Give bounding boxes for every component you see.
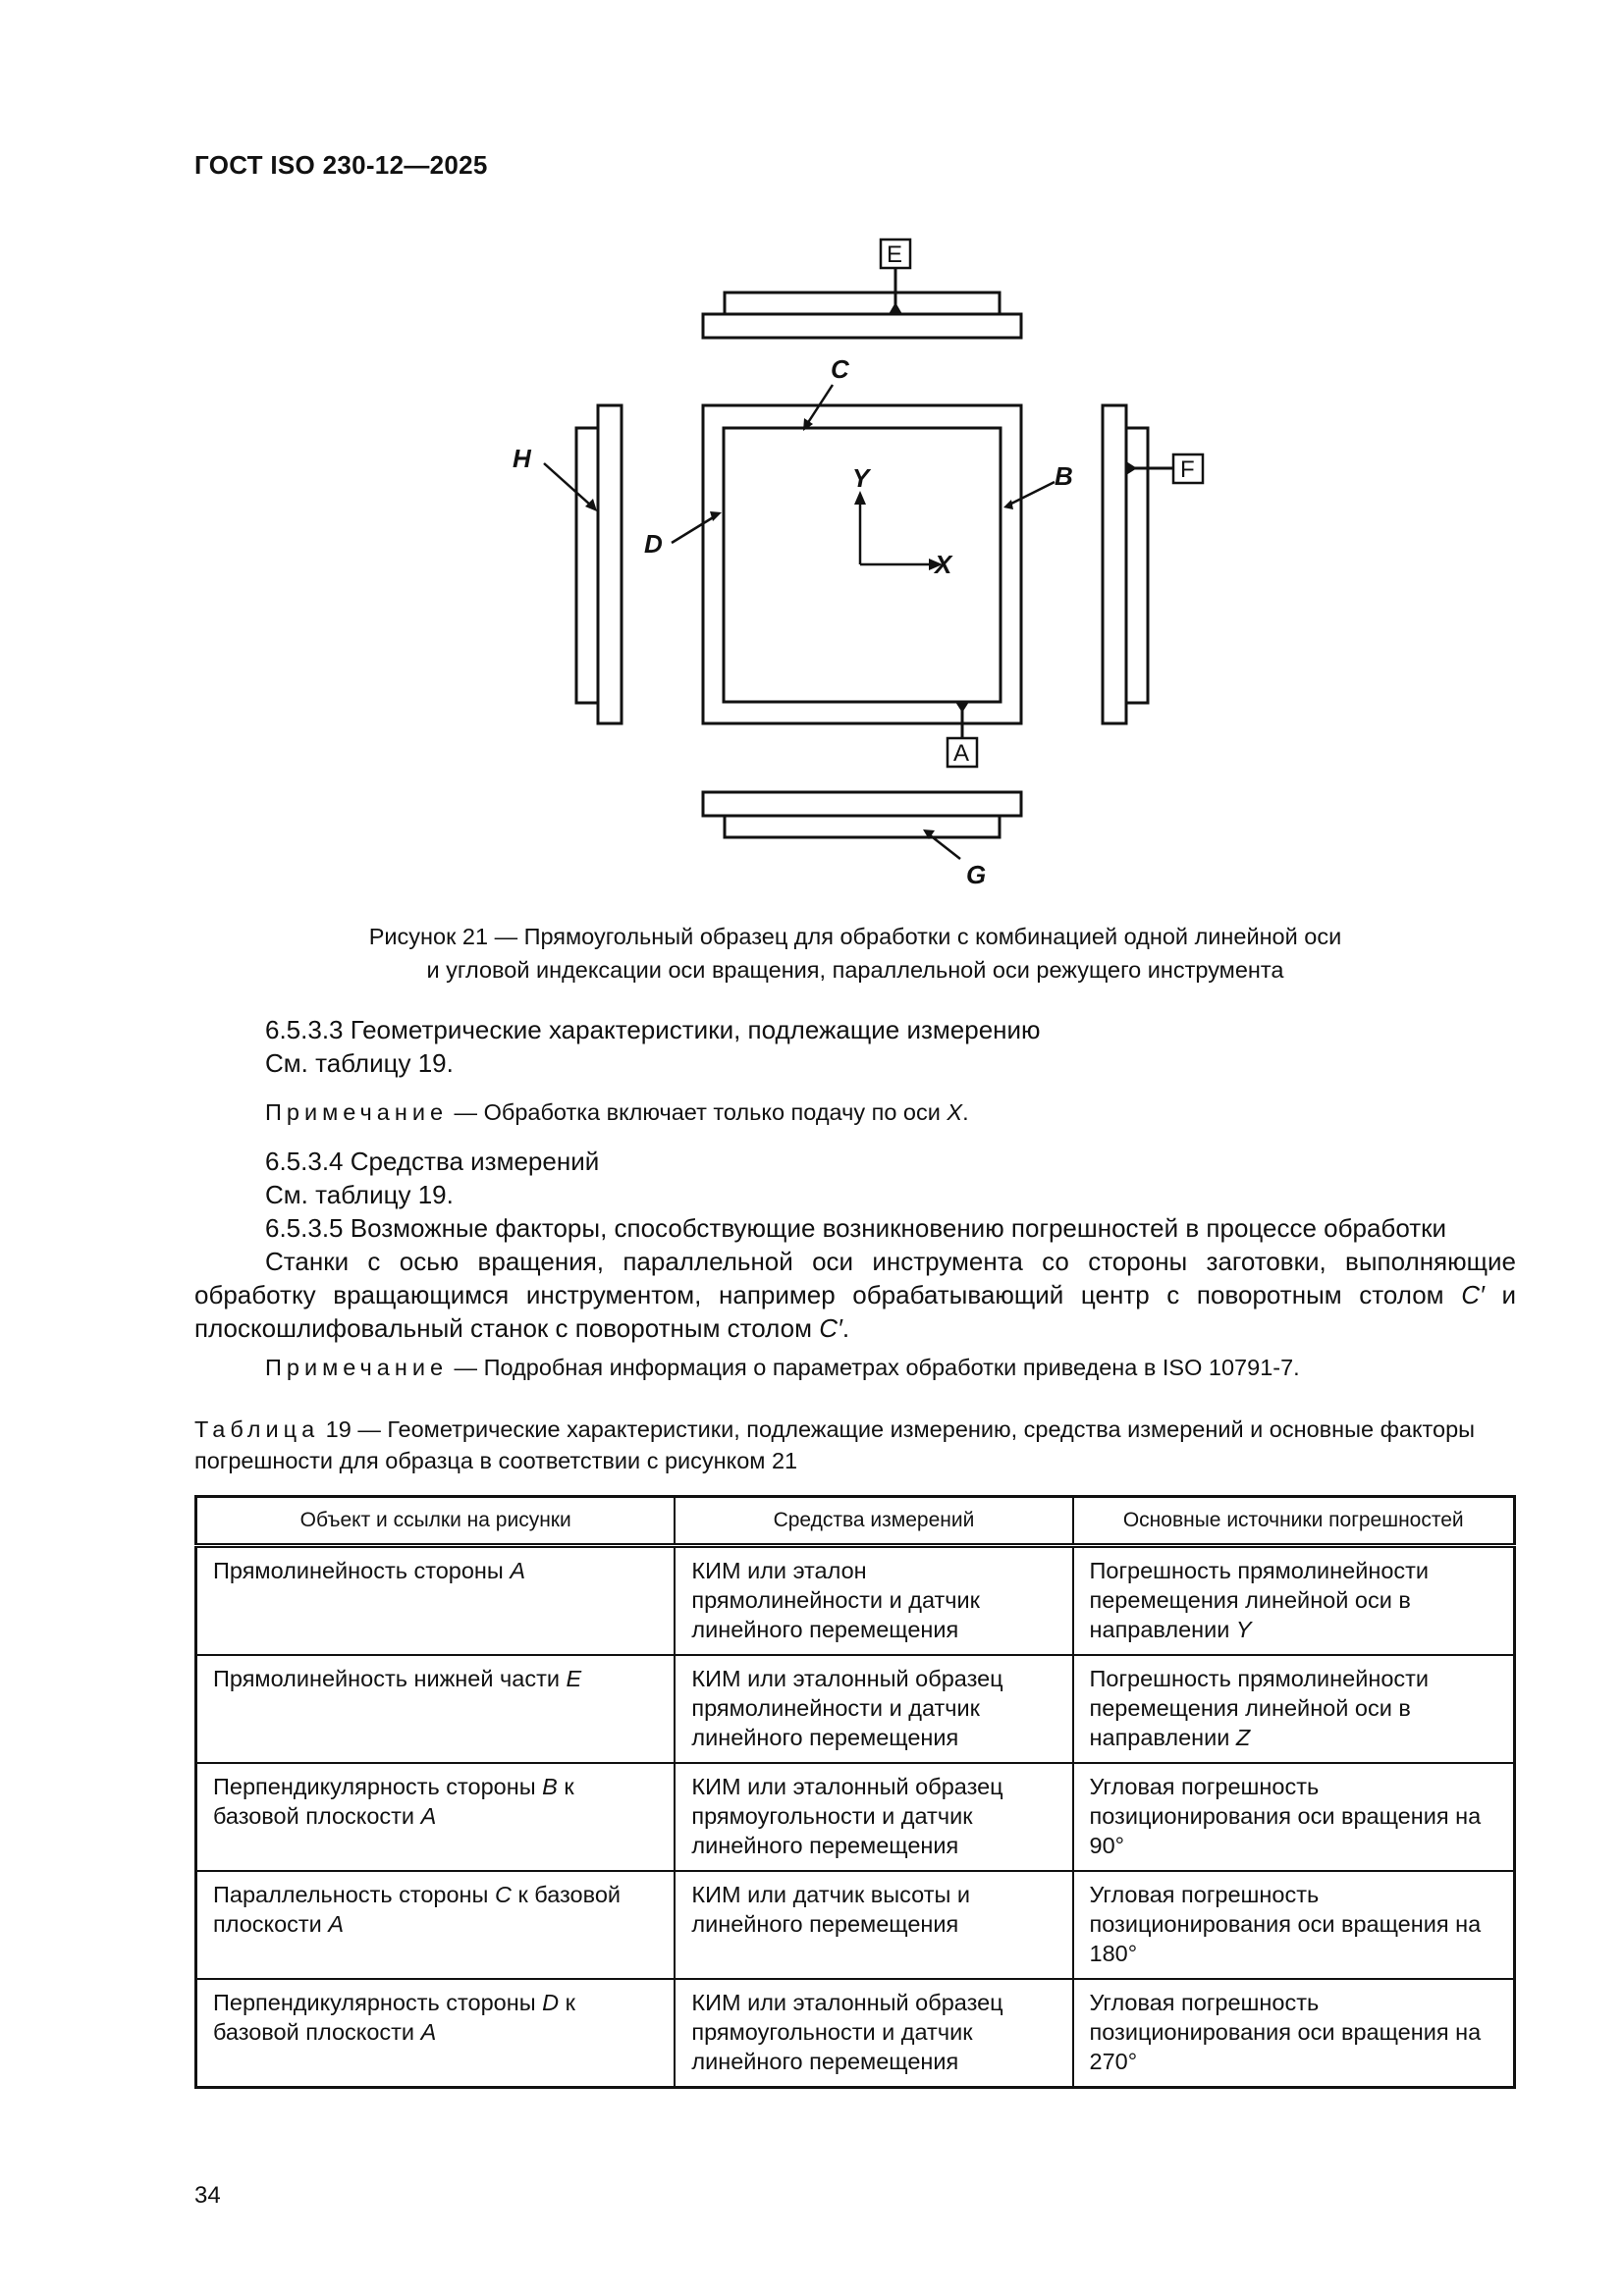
object-ref-2: A	[420, 1803, 437, 1829]
figure-caption-line2: и угловой индексации оси вращения, параллельной оси режущего инструмента	[426, 957, 1284, 983]
table-row	[196, 1763, 1515, 1871]
label-c: C	[831, 354, 849, 384]
cell-source: Угловая погрешность позиционирования оси вращения на 270°	[1073, 1979, 1515, 2088]
object-text-post: к базовой плоскости	[213, 1774, 574, 1829]
cell-object	[196, 1655, 676, 1763]
cell-means: КИМ или эталон прямолинейности и датчик линейного перемещения	[675, 1546, 1072, 1656]
label-e: E	[887, 241, 903, 268]
left-plate-outer	[598, 405, 622, 723]
figure-caption-line1: Рисунок 21 — Прямоугольный образец для обработки с комбинацией одной линейной оси	[368, 924, 1342, 949]
header-sources: Основные источники погрешностей	[1073, 1497, 1515, 1546]
note-1-axis: X	[947, 1099, 963, 1125]
note-1-end: .	[962, 1099, 969, 1125]
object-text: Прямолинейность стороны	[213, 1558, 511, 1583]
cell-means: КИМ или эталонный образец прямоугольности и датчик линейного перемещения	[675, 1763, 1072, 1871]
table-title-label: Таблица	[194, 1416, 320, 1442]
section-6533-title: 6.5.3.3 Геометрические характеристики, подлежащие измерению	[265, 1015, 1041, 1044]
source-ref: Z	[1235, 1725, 1251, 1750]
section-6535-paragraph	[194, 1245, 1516, 1345]
cell-source: Угловая погрешность позиционирования оси вращения на 180°	[1073, 1871, 1515, 1979]
object-text: Прямолинейность нижней части	[213, 1666, 567, 1691]
note-1	[265, 1095, 969, 1129]
document-header: ГОСТ ISO 230-12—2025	[194, 150, 488, 180]
section-6535-text: Станки с осью вращения, параллельной оси инструмента со стороны заготовки, выполняющие обработку вращающимся инструментом, например обрабатывающий центр с поворотным столом	[194, 1247, 1516, 1309]
object-text: Параллельность стороны	[213, 1882, 495, 1907]
note-1-label: Примечание	[265, 1099, 449, 1125]
bottom-plate-outer	[703, 792, 1021, 816]
section-6534-title: 6.5.3.4 Средства измерений	[265, 1147, 600, 1176]
object-text: Перпендикулярность стороны	[213, 1774, 543, 1799]
source-ref: Y	[1235, 1617, 1252, 1642]
label-y: Y	[852, 463, 870, 493]
note-2-text: — Подробная информация о параметрах обработки приведена в ISO 10791-7.	[448, 1355, 1300, 1380]
object-ref-2: A	[420, 2019, 437, 2045]
object-ref: D	[542, 1990, 560, 2015]
cell-object	[196, 1871, 676, 1979]
cell-means: КИМ или эталонный образец прямоугольности и датчик линейного перемещения	[675, 1979, 1072, 2088]
note-2	[265, 1351, 1300, 1384]
cell-object	[196, 1763, 676, 1871]
object-text-post: к базовой плоскости	[213, 1882, 622, 1937]
page-number: 34	[194, 2182, 221, 2209]
table-axis-c-ref-1: C′	[1461, 1280, 1485, 1309]
bottom-plate-inner	[725, 816, 1000, 837]
top-plate-outer	[703, 314, 1021, 338]
cell-means: КИМ или датчик высоты и линейного перемещения	[675, 1871, 1072, 1979]
table-header-row	[196, 1497, 1515, 1546]
section-6533-text: См. таблицу 19.	[265, 1048, 454, 1078]
object-ref: B	[542, 1774, 558, 1799]
header-means: Средства измерений	[675, 1497, 1072, 1546]
cell-object	[196, 1979, 676, 2088]
label-b: B	[1055, 461, 1073, 491]
section-6535-text-end: .	[841, 1313, 850, 1343]
cell-object	[196, 1546, 676, 1656]
label-x: X	[935, 550, 952, 579]
right-plate-outer	[1103, 405, 1126, 723]
object-ref: C	[494, 1882, 512, 1907]
object-text-post: к базовой плоскости	[213, 1990, 575, 2045]
cell-source	[1073, 1655, 1515, 1763]
header-object: Объект и ссылки на рисунки	[196, 1497, 676, 1546]
left-plate-inner	[576, 428, 598, 703]
source-text: Погрешность прямолинейности перемещения линейной оси в направлении	[1089, 1666, 1430, 1750]
cell-source	[1073, 1546, 1515, 1656]
note-2-label: Примечание	[265, 1355, 449, 1380]
label-d: D	[644, 529, 663, 559]
table-19	[194, 1495, 1516, 2089]
object-text: Перпендикулярность стороны	[213, 1990, 543, 2015]
section-6535-text-mid: и плоскошлифовальный станок с поворотным столом	[194, 1280, 1516, 1343]
table-title-text: 19 — Геометрические характеристики, подлежащие измерению, средства измерений и основные факторы погрешности для образца в соответствии с рисунком 21	[194, 1416, 1476, 1473]
label-g: G	[966, 860, 987, 889]
label-f: F	[1180, 456, 1195, 483]
object-ref: A	[510, 1558, 526, 1583]
table-row	[196, 1979, 1515, 2088]
table-19-title	[194, 1414, 1516, 1476]
label-h: H	[513, 444, 531, 473]
table-axis-c-ref-2: C′	[819, 1313, 842, 1343]
figure-21-diagram	[0, 0, 1624, 903]
object-ref-2: A	[328, 1911, 344, 1937]
note-1-text: — Обработка включает только подачу по оси	[448, 1099, 947, 1125]
section-6534-text: См. таблицу 19.	[265, 1180, 454, 1209]
source-text: Погрешность прямолинейности перемещения линейной оси в направлении	[1089, 1558, 1430, 1642]
object-ref: E	[566, 1666, 582, 1691]
top-plate-inner	[725, 293, 1000, 314]
table-row	[196, 1871, 1515, 1979]
table-row	[196, 1546, 1515, 1656]
label-a: A	[953, 740, 970, 767]
section-6535-title: 6.5.3.5 Возможные факторы, способствующие возникновению погрешностей в процессе обработки	[265, 1213, 1447, 1243]
cell-source: Угловая погрешность позиционирования оси вращения на 90°	[1073, 1763, 1515, 1871]
cell-means: КИМ или эталонный образец прямолинейности и датчик линейного перемещения	[675, 1655, 1072, 1763]
table-row	[196, 1655, 1515, 1763]
